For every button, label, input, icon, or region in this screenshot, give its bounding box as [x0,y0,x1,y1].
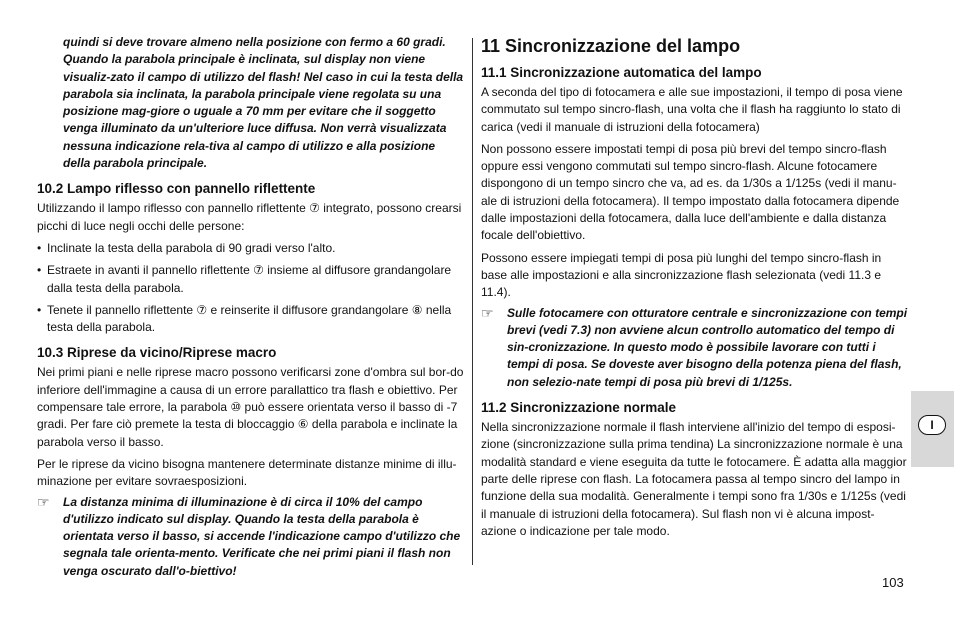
right-column [481,34,909,540]
section-11-1-paragraph-3: Possono essere impiegati tempi di posa più lunghi del tempo sincro-flash in base alle impostazioni e alla sincronizzazione flash selezionata (vedi 11.3 e 11.4). [481,250,882,300]
section-10-3-paragraph-1: Nei primi piani e nelle riprese macro possono verificarsi zone d'ombra sul bor-do inferiore dell'immagine a causa di un errore parallattico tra flash e obiettivo. Per compensare tale errore, la parabola ⑩ può essere orientata verso il basso di -7 gradi. Per fare ciò premete la testa di bloccaggio ⑥ della parabola e inclinate la parabola verso il basso. [37,365,464,449]
section-11-1-paragraph-2: Non possono essere impostati tempi di posa più brevi del tempo sincro-flash oppure essi vengono commutati sul tempo sincro-flash. Alcune fotocamere dispongono di un tempo sincro che va, ad es. da 1/30s a 1/125s (vedi il manu-ale di istruzioni della fotocamera). Il tempo impostato dalla fotocamera dipende dalle impostazioni della fotocamera, dalla luce dell'ambiente e dalla distanza focale dell'obiettivo. [481,141,900,243]
section-10-2-bullet-3: • Tenete il pannello riflettente ⑦ e reinserite il diffusore grandangolare ⑧ nella testa della parabola. [37,302,465,337]
intro-note: quindi si deve trovare almeno nella posizione con fermo a 60 gradi. Quando la parabola principale è inclinata, sul display non viene visualiz-zato il campo di utilizzo del flash! Nel caso in cui la testa della parabola sia inclinata, la parabola principale viene regolata su una posizione mag-giore o uguale a 70 mm per evitare che il soggetto venga illuminato da un'ulteriore luce diffusa. Non verrà visualizzata nessuna indicazione rela-tiva al campo di utilizzo e alla posizione della parabola principale. [63,35,464,171]
section-11-1-title: 11.1 Sincronizzazione automatica del lampo [481,65,762,80]
section-10-2-title: 10.2 Lampo riflesso con pannello riflettente [37,181,316,197]
section-11-1-paragraph-1: A seconda del tipo di fotocamera e alle sue impostazioni, il tempo di posa viene commutato sul tempo sincro-flash, una volta che il flash ha raggiunto lo stato di carica (vedi il manuale di istruzioni della fotocamera) [481,85,903,134]
section-10-3-paragraph-2: Per le riprese da vicino bisogna mantenere determinate distanze minime di illu-minazione per evitare sovraesposizioni. [37,456,457,489]
section-11-title: 11 Sincronizzazione del lampo [481,36,741,56]
section-10-3-note [37,494,465,580]
section-10-3-title: 10.3 Riprese da vicino/Riprese macro [37,345,277,361]
section-11-1-note [481,305,909,391]
page-number: 103 [882,575,904,590]
language-tab-label: I [918,415,946,435]
column-divider [472,38,473,565]
language-tab [911,391,954,467]
pointing-hand-icon: ☞ [37,493,50,510]
section-11-2-title: 11.2 Sincronizzazione normale [481,400,677,416]
section-10-2-bullet-1: • Inclinate la testa della parabola di 90 gradi verso l'alto. [37,240,465,257]
section-10-3-note-text: La distanza minima di illuminazione è di circa il 10% del campo d'utilizzo indicato sul display. Quando la testa della parabola è orientata verso il basso, si accende l'indicazione campo d'utilizzo che segnala tale orienta-mento. Verificate che nei primi piani il flash non venga oscurato dall'o-biettivo! [63,494,461,578]
section-10-2-bullet-2: • Estraete in avanti il pannello riflettente ⑦ insieme al diffusore grandangolare dalla testa della parabola. [37,262,465,297]
section-10-2-paragraph: Utilizzando il lampo riflesso con pannello riflettente ⑦ integrato, possono crearsi picchi di luce negli occhi delle persone: [37,201,462,233]
left-column [37,34,465,580]
section-11-1-note-text: Sulle fotocamere con otturatore centrale e sincronizzazione con tempi brevi (vedi 7.3) non avviene alcun controllo automatico del tempo di sin-cronizzazione. In questo modo è possibile lavorare con tutti i tempi di posa. Se doveste aver bisogno della potenza piena del flash, non selezio-nate tempi di posa più brevi di 1/125s. [507,305,908,389]
section-11-2-paragraph: Nella sincronizzazione normale il flash interviene all'inizio del tempo di esposi-zione (sincronizzazione sulla prima tendina) La sincronizzazione normale è una modalità standard e viene eseguita da tutte le fotocamere. È adatta alla maggior parte delle riprese con flash. La fotocamera passa al tempo sincro del lampo in funzione della sua modalità. Generalmente i tempi sono fra 1/30s e 1/125s (vedi il manuale di istruzioni della fotocamera). Sul flash non vi è alcuna impost-azione o indicazione per tale modo. [481,420,907,538]
pointing-hand-icon: ☞ [481,304,494,321]
